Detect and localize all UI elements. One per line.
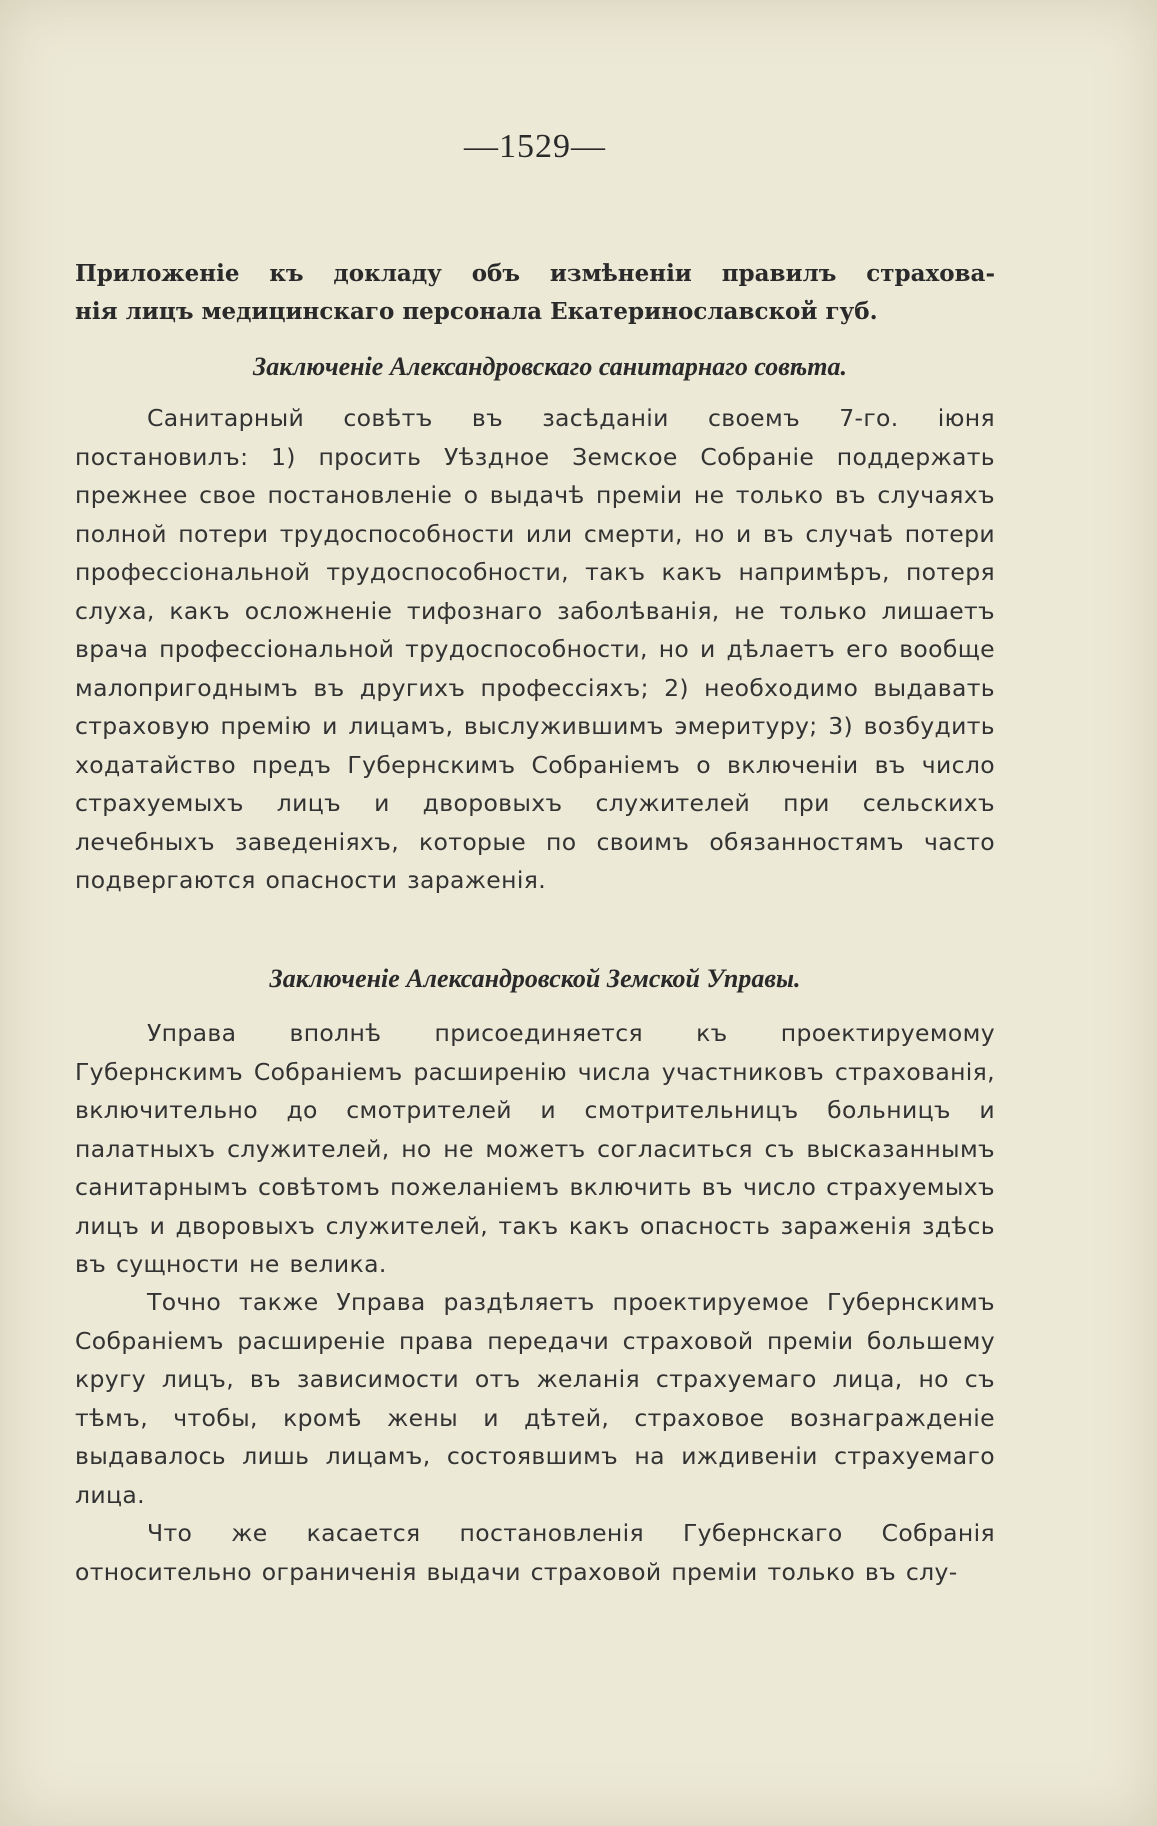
section-title-zemstvo-board: Заключеніе Александровской Земской Управы. bbox=[269, 964, 801, 993]
paragraph-board-2: Точно также Управа раздѣляетъ проектируемое Губернскимъ Собраніемъ расширеніе права передачи страховой преміи большему кругу лицъ, въ зависимости отъ желанія страхуемаго лица, но съ тѣмъ, чтобы, кромѣ жены и дѣтей, страховое вознагражденіе выдавалось лишь лицамъ, состоявшимъ на иждивеніи страхуемаго лица. bbox=[75, 1288, 995, 1509]
heading-line-2: нія лицъ медицинскаго персонала Екатеринославской губ. bbox=[75, 298, 878, 325]
page-number: —1529— bbox=[464, 128, 606, 165]
heading-line-1: Приложеніе къ докладу объ измѣненіи правилъ страхова- bbox=[75, 260, 995, 287]
paragraph-board-1: Управа вполнѣ присоединяется къ проектируемому Губернскимъ Собраніемъ расширенію числа участниковъ страхованія, включительно до смотрителей и смотрительницъ больницъ и палатныхъ служителей, но не можетъ согласиться съ высказаннымъ санитарнымъ совѣтомъ пожеланіемъ включить въ число страхуемыхъ лицъ и дворовыхъ служителей, такъ какъ опасность зараженія здѣсь въ сущности не велика. bbox=[75, 1019, 995, 1278]
paragraph-sanitary-council: Санитарный совѣтъ въ засѣданіи своемъ 7-го. іюня постановилъ: 1) просить Уѣздное Земское Собраніе поддержать прежнее свое постановленіе о выдачѣ преміи не только въ случаяхъ полной потери трудоспособности или смерти, но и въ случаѣ потери профессіональной трудоспособности, такъ какъ напримѣръ, потеря слуха, какъ осложненіе тифознаго заболѣванія, не только лишаетъ врача профессіональной трудоспособности, но и дѣлаетъ его вообще малопригоднымъ въ другихъ профессіяхъ; 2) необходимо выдавать страховую премію и лицамъ, выслужившимъ эмеритуру; 3) возбудить ходатайство предъ Губернскимъ Собраніемъ о включеніи въ число страхуемыхъ лицъ и дворовыхъ служителей при сельскихъ лечебныхъ заведеніяхъ, которые по своимъ обязанностямъ часто подвергаются опасности зараженія. bbox=[75, 404, 995, 894]
section-title-sanitary-council: Заключеніе Александровскаго санитарнаго совѣта. bbox=[253, 352, 847, 381]
document-heading bbox=[75, 255, 995, 331]
paragraph-board-3: Что же касается постановленія Губернскаго Собранія относительно ограниченія выдачи страховой преміи только въ слу- bbox=[75, 1519, 995, 1586]
